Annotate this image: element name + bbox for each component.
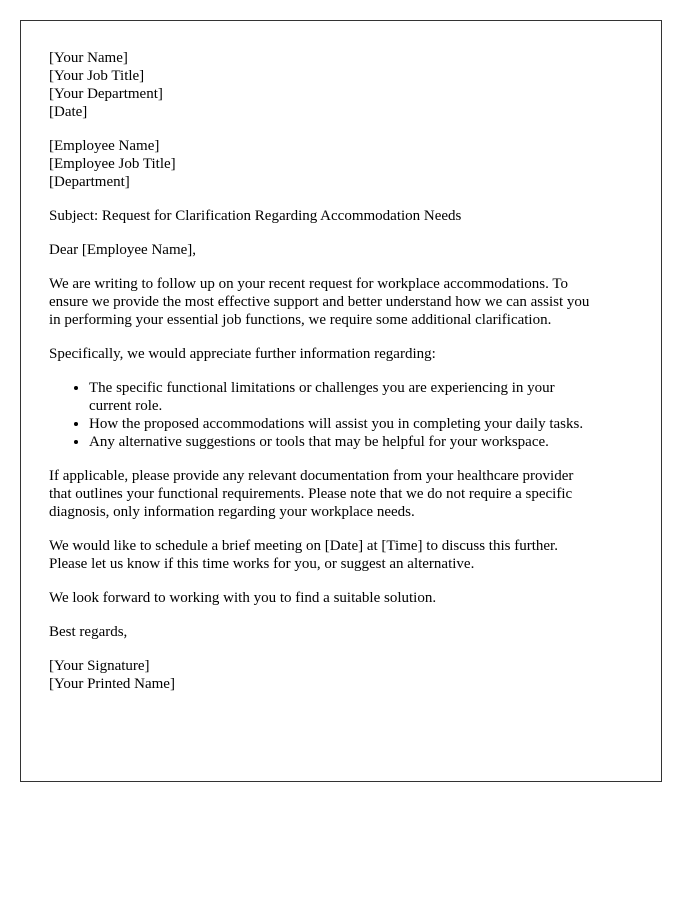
intro-paragraph — [49, 275, 649, 329]
signature-block — [49, 657, 649, 693]
text-line: We are writing to follow up on your recent request for workplace accommodations. To — [49, 276, 568, 292]
text-line: current role. — [89, 398, 163, 414]
text-line: Subject: Request for Clarification Regarding Accommodation Needs — [49, 208, 462, 224]
text-line: If applicable, please provide any relevant documentation from your healthcare provider — [49, 468, 574, 484]
text-line: [Your Department] — [49, 86, 163, 102]
lead-paragraph — [49, 345, 649, 363]
text-line: We look forward to working with you to find a suitable solution. — [49, 590, 437, 606]
recipient-block — [49, 137, 649, 191]
letter-page — [20, 20, 662, 782]
list-item — [89, 379, 649, 415]
list-item — [89, 415, 649, 433]
list-item — [89, 433, 649, 451]
documentation-paragraph — [49, 467, 649, 521]
closing-paragraph — [49, 589, 649, 607]
meeting-paragraph — [49, 537, 649, 573]
text-line: [Your Name] — [49, 50, 128, 66]
text-line: [Employee Job Title] — [49, 156, 176, 172]
text-line: [Employee Name] — [49, 138, 160, 154]
text-line: that outlines your functional requirements. Please note that we do not require a specific — [49, 486, 573, 502]
salutation — [49, 241, 649, 259]
letter-body — [49, 49, 649, 709]
text-line: • Any alternative suggestions or tools that may be helpful for your workspace. — [89, 434, 549, 450]
text-line: Best regards, — [49, 624, 128, 640]
text-line: • The specific functional limitations or challenges you are experiencing in your — [89, 380, 555, 396]
text-line: diagnosis, only information regarding your workplace needs. — [49, 504, 415, 520]
sender-block — [49, 49, 649, 121]
text-line: Please let us know if this time works for you, or suggest an alternative. — [49, 556, 475, 572]
text-line: in performing your essential job functions, we require some additional clarification. — [49, 312, 552, 328]
clarification-list — [49, 379, 649, 451]
text-line: We would like to schedule a brief meeting on [Date] at [Time] to discuss this further. — [49, 538, 558, 554]
signoff — [49, 623, 649, 641]
text-line: ensure we provide the most effective support and better understand how we can assist you — [49, 294, 590, 310]
text-line: [Your Job Title] — [49, 68, 145, 84]
text-line: [Department] — [49, 174, 130, 190]
subject-line — [49, 207, 649, 225]
text-line: Specifically, we would appreciate further information regarding: — [49, 346, 436, 362]
text-line: Dear [Employee Name], — [49, 242, 197, 258]
text-line: [Your Printed Name] — [49, 676, 175, 692]
text-line: • How the proposed accommodations will assist you in completing your daily tasks. — [89, 416, 584, 432]
text-line: [Date] — [49, 104, 88, 120]
text-line: [Your Signature] — [49, 658, 150, 674]
